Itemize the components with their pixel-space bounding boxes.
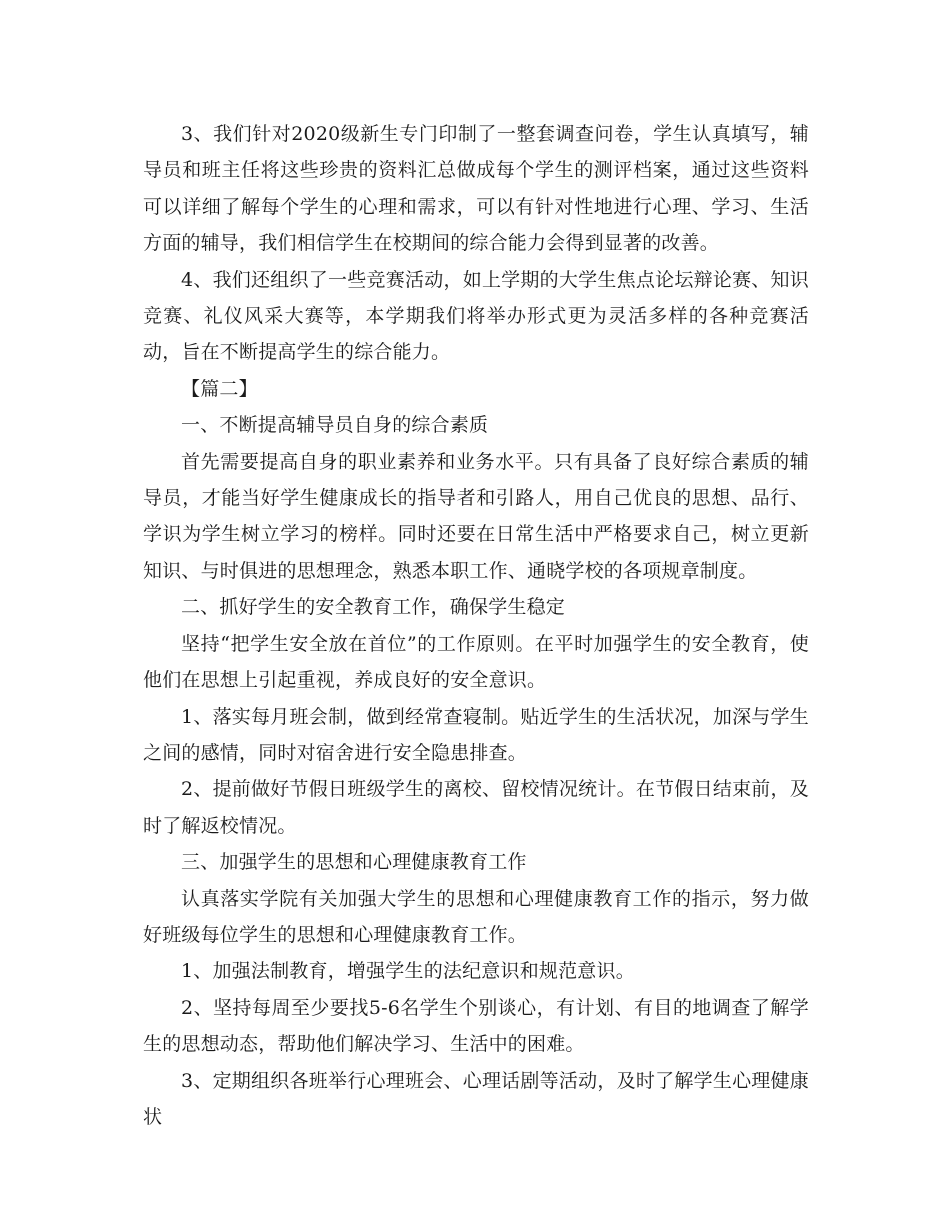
paragraph-holiday-statistics: 2、提前做好节假日班级学生的离校、留校情况统计。在节假日结束前，及时了解返校情况。 — [143, 778, 809, 837]
document-body — [143, 116, 809, 1135]
paragraph-item3-questionnaire: 3、我们针对2020级新生专门印制了一整套调查问卷，学生认真填写，辅导员和班主任将这些珍贵的资料汇总做成每个学生的测评档案，通过这些资料可以详细了解每个学生的心理和需求，可以有针对性地进行心理、学习、生活方面的辅导，我们相信学生在校期间的综合能力会得到显著的改善。 — [143, 123, 809, 255]
paragraph-monthly-meeting: 1、落实每月班会制，做到经常查寝制。贴近学生的生活状况，加深与学生之间的感情，同时对宿舍进行安全隐患排查。 — [143, 705, 809, 764]
paragraph-mental-health-directive: 认真落实学院有关加强大学生的思想和心理健康教育工作的指示，努力做好班级每位学生的思想和心理健康教育工作。 — [143, 887, 809, 946]
paragraph-item4-competitions: 4、我们还组织了一些竞赛活动，如上学期的大学生焦点论坛辩论赛、知识竞赛、礼仪风采大赛等，本学期我们将举办形式更为灵活多样的各种竞赛活动，旨在不断提高学生的综合能力。 — [143, 268, 809, 364]
paragraph-weekly-talks: 2、坚持每周至少要找5-6名学生个别谈心，有计划、有目的地调查了解学生的思想动态，帮助他们解决学习、生活中的困难。 — [143, 996, 809, 1056]
paragraph-legal-education: 1、加强法制教育，增强学生的法纪意识和规范意识。 — [181, 960, 635, 983]
paragraph-safety-principle: 坚持“把学生安全放在首位”的工作原则。在平时加强学生的安全教育，使他们在思想上引起重视，养成良好的安全意识。 — [143, 632, 809, 692]
heading-section-one: 一、不断提高辅导员自身的综合素质 — [181, 414, 489, 437]
section-heading-part-two: 【篇二】 — [181, 377, 258, 400]
paragraph-counselor-quality: 首先需要提高自身的职业素养和业务水平。只有具备了良好综合素质的辅导员，才能当好学生健康成长的指导者和引路人，用自己优良的思想、品行、学识为学生树立学习的榜样。同时还要在日常生活中严格要求自己，树立更新知识、与时俱进的思想理念，熟悉本职工作、通晓学校的各项规章制度。 — [143, 450, 809, 582]
heading-section-two: 二、抓好学生的安全教育工作，确保学生稳定 — [181, 596, 566, 619]
heading-section-three: 三、加强学生的思想和心理健康教育工作 — [181, 851, 527, 874]
paragraph-psychology-activities: 3、定期组织各班举行心理班会、心理话剧等活动，及时了解学生心理健康状 — [143, 1069, 809, 1128]
